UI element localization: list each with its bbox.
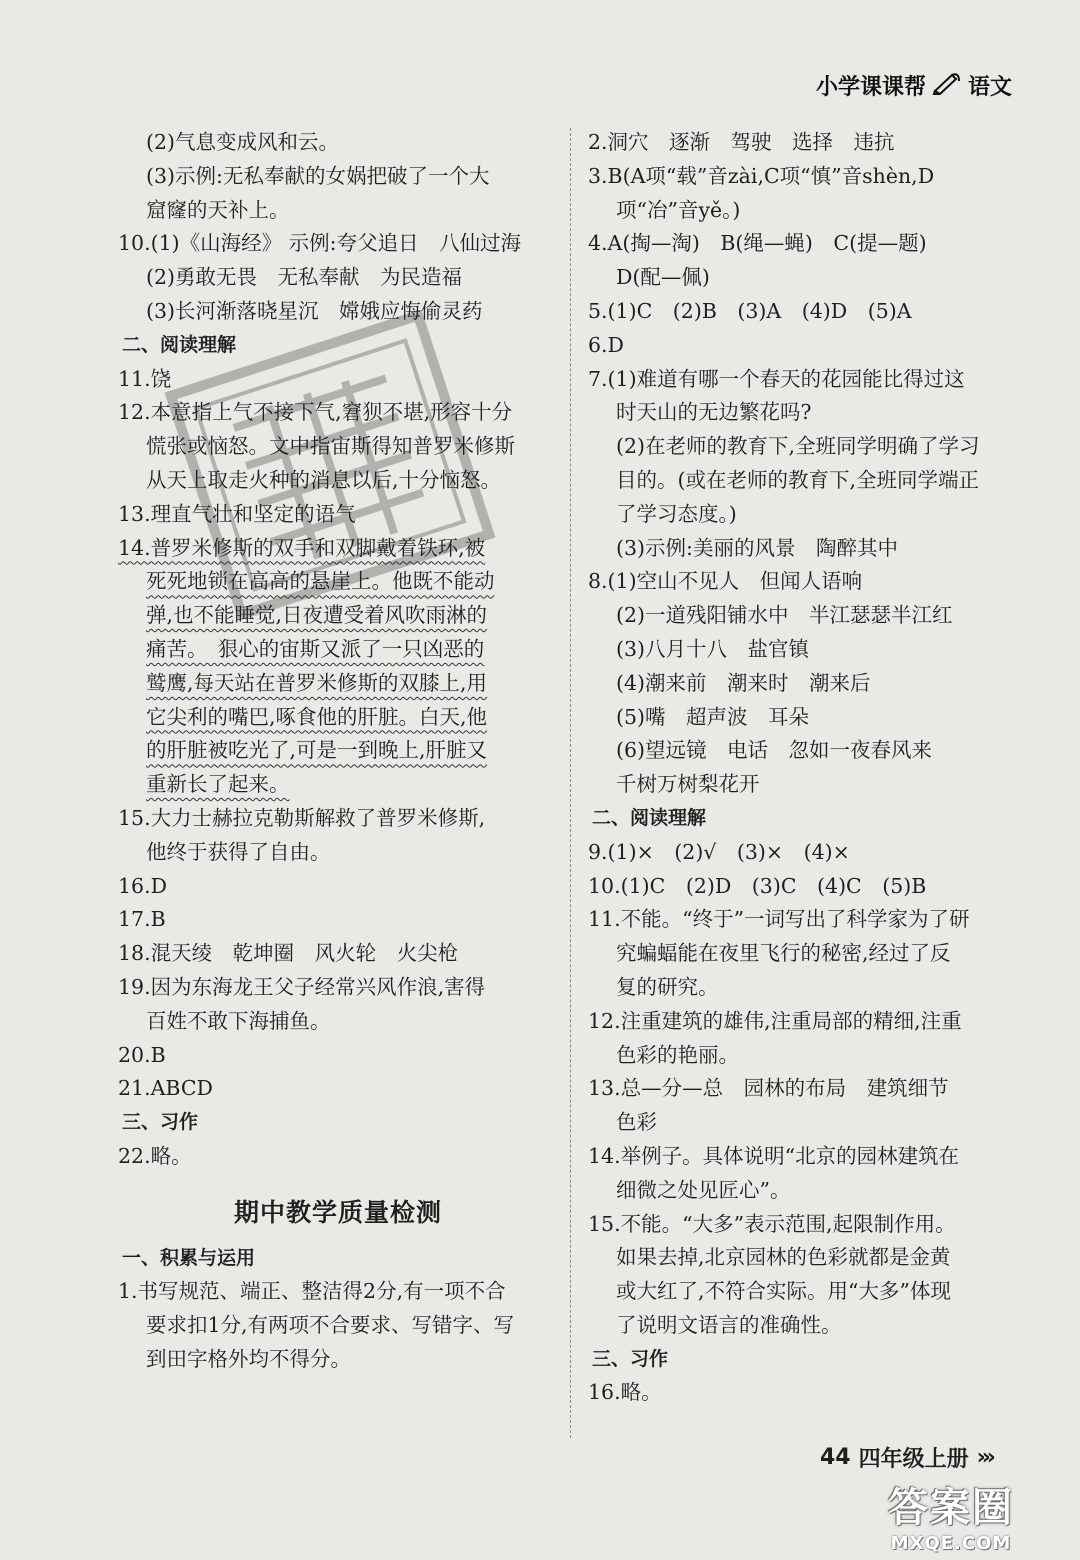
answer-line: (4)潮来前 潮来时 潮来后 [616, 670, 871, 695]
section-heading: 三、习作 [122, 1111, 199, 1134]
answer-line: 从天上取走火种的消息以后,十分恼怒。 [146, 467, 502, 492]
header-brand [816, 70, 1012, 101]
answer-line: (5)嘴 超声波 耳朵 [616, 704, 810, 729]
answer-line: 22.略。 [118, 1143, 192, 1168]
answer-line: 20.B [118, 1042, 166, 1067]
answer-line: 项“冶”音yě。) [616, 197, 741, 222]
pen-icon [932, 71, 962, 101]
answer-line: D(配—佩) [616, 265, 710, 290]
answer-line: 1.书写规范、端正、整洁得2分,有一项不合 [118, 1279, 506, 1304]
answer-line: 要求扣1分,有两项不合要求、写错字、写 [146, 1313, 515, 1338]
answer-line: 18.混天绫 乾坤圈 风火轮 火尖枪 [118, 941, 459, 966]
answer-line: 9.(1)× (2)√ (3)× (4)× [588, 839, 850, 864]
answer-line: 细微之处见匠心”。 [616, 1177, 791, 1202]
watermark-main: 答案圈 [888, 1485, 1014, 1531]
answer-line: 色彩的艳丽。 [616, 1042, 739, 1067]
section-heading: 二、阅读理解 [122, 333, 237, 356]
answer-line: 千树万树梨花开 [616, 772, 760, 797]
answer-line: 6.D [588, 332, 624, 357]
answer-line: 或大红了,不符合实际。用“大多”体现 [616, 1279, 951, 1304]
right-column [588, 126, 1028, 1410]
answer-line: 16.D [118, 873, 168, 898]
answer-line: 鹫鹰,每天站在普罗米修斯的双膝上,用 [146, 670, 488, 695]
answer-line: 16.略。 [588, 1380, 662, 1405]
answer-line: 12.注重建筑的雄伟,注重局部的精细,注重 [588, 1008, 962, 1033]
answer-line: 慌张或恼怒。文中指宙斯得知普罗米修斯 [146, 434, 515, 459]
section-heading: 二、阅读理解 [592, 806, 707, 829]
watermark-logo [888, 1476, 1014, 1554]
answer-line: 8.(1)空山不见人 但闻人语响 [588, 569, 863, 594]
answer-line: 13.总—分—总 园林的布局 建筑细节 [588, 1076, 949, 1101]
answer-line: 了说明文语言的准确性。 [616, 1312, 842, 1337]
answer-line: 14.举例子。具体说明“北京的园林建筑在 [588, 1143, 960, 1168]
answer-line: 14.普罗米修斯的双手和双脚戴着铁环,被 [118, 535, 486, 560]
answer-line: 13.理直气壮和坚定的语气 [118, 501, 356, 526]
midterm-answer-list [118, 1242, 558, 1377]
answer-line: (2)气息变成风和云。 [146, 130, 340, 154]
answer-line: 究蝙蝠能在夜里飞行的秘密,经过了反 [616, 941, 951, 966]
answer-line: 它尖利的嘴巴,啄食他的肝脏。白天,他 [146, 704, 488, 729]
answer-line: 复的研究。 [616, 974, 719, 999]
answer-line: (3)示例:美丽的风景 陶醉其中 [616, 535, 898, 560]
answer-line: 窟窿的天补上。 [146, 197, 290, 222]
answer-line: 19.因为东海龙王父子经常兴风作浪,害得 [118, 974, 486, 999]
answer-line: 12.本意指上气不接下气,窘狈不堪,形容十分 [118, 400, 513, 425]
page-number: 44 [820, 1445, 851, 1470]
answer-line: 时天山的无边繁花吗? [616, 400, 812, 425]
answer-line: 11.不能。“终于”一词写出了科学家为了研 [588, 907, 970, 932]
answer-line: 7.(1)难道有哪一个春天的花园能比得过这 [588, 366, 965, 391]
answer-line: 他终于获得了自由。 [146, 839, 331, 864]
answer-line: 4.A(掏—淘) B(绳—蝇) C(提—题) [588, 231, 927, 256]
answer-line: 10.(1)《山海经》 示例:夸父追日 八仙过海 [118, 231, 522, 256]
answer-line: 15.不能。“大多”表示范围,起限制作用。 [588, 1211, 956, 1236]
answer-line: 到田字格外均不得分。 [146, 1346, 351, 1371]
answer-line: (2)一道残阳铺水中 半江瑟瑟半江红 [616, 603, 953, 628]
answer-line: (3)示例:无私奉献的女娲把破了一个大 [146, 163, 490, 188]
left-answer-list [118, 126, 558, 1174]
subject-name: 语文 [967, 75, 1012, 100]
answer-line: 痛苦。 狠心的宙斯又派了一只凶恶的 [146, 636, 485, 661]
answer-line: 弹,也不能睡觉,日夜遭受着风吹雨淋的 [146, 603, 488, 628]
answer-line: (3)八月十八 盐官镇 [616, 636, 810, 661]
answer-line: (6)望远镜 电话 忽如一夜春风来 [616, 738, 933, 763]
answer-line: 死死地锁在高高的悬崖上。他既不能动 [146, 569, 495, 594]
answer-line: 2.洞穴 逐渐 驾驶 选择 违抗 [588, 130, 895, 154]
answer-line: 21.ABCD [118, 1076, 213, 1101]
answer-line: 的肝脏被吃光了,可是一到晚上,肝脏又 [146, 738, 488, 763]
answer-line: 色彩 [616, 1110, 657, 1135]
answer-line: 11.饶 [118, 366, 172, 391]
answer-line: 目的。(或在老师的教育下,全班同学端正 [616, 467, 980, 492]
answer-line: (2)勇敢无畏 无私奉献 为民造福 [146, 265, 463, 290]
right-answer-list [588, 126, 1028, 1410]
midterm-title: 期中教学质量检测 [233, 1197, 442, 1227]
answer-line: 了学习态度。) [616, 501, 737, 526]
watermark-url: MXQE.COM [890, 1533, 1012, 1554]
answer-line: 重新长了起来。 [146, 772, 290, 797]
answer-line: 10.(1)C (2)D (3)C (4)C (5)B [588, 873, 927, 898]
left-column [118, 126, 558, 1377]
answer-line: 如果去掉,北京园林的色彩就都是金黄 [616, 1245, 951, 1270]
brand-name: 小学课课帮 [815, 75, 926, 100]
answer-line: 百姓不敢下海捕鱼。 [146, 1008, 331, 1033]
answer-line: 3.B(A项“载”音zài,C项“慎”音shèn,D [588, 163, 935, 188]
section-heading: 一、积累与运用 [122, 1246, 256, 1269]
column-divider [570, 128, 571, 1438]
answer-line: (3)长河渐落晓星沉 嫦娥应悔偷灵药 [146, 298, 483, 323]
grade-label: 四年级上册 [858, 1447, 969, 1472]
answer-line: 5.(1)C (2)B (3)A (4)D (5)A [588, 298, 912, 323]
answer-line: 17.B [118, 907, 166, 932]
chevrons-right-icon: ››› [976, 1445, 992, 1470]
answer-line: 15.大力士赫拉克勒斯解救了普罗米修斯, [118, 805, 486, 830]
answer-line: (2)在老师的教育下,全班同学明确了学习 [616, 434, 980, 459]
page-footer [820, 1442, 992, 1473]
section-heading: 三、习作 [592, 1347, 669, 1370]
